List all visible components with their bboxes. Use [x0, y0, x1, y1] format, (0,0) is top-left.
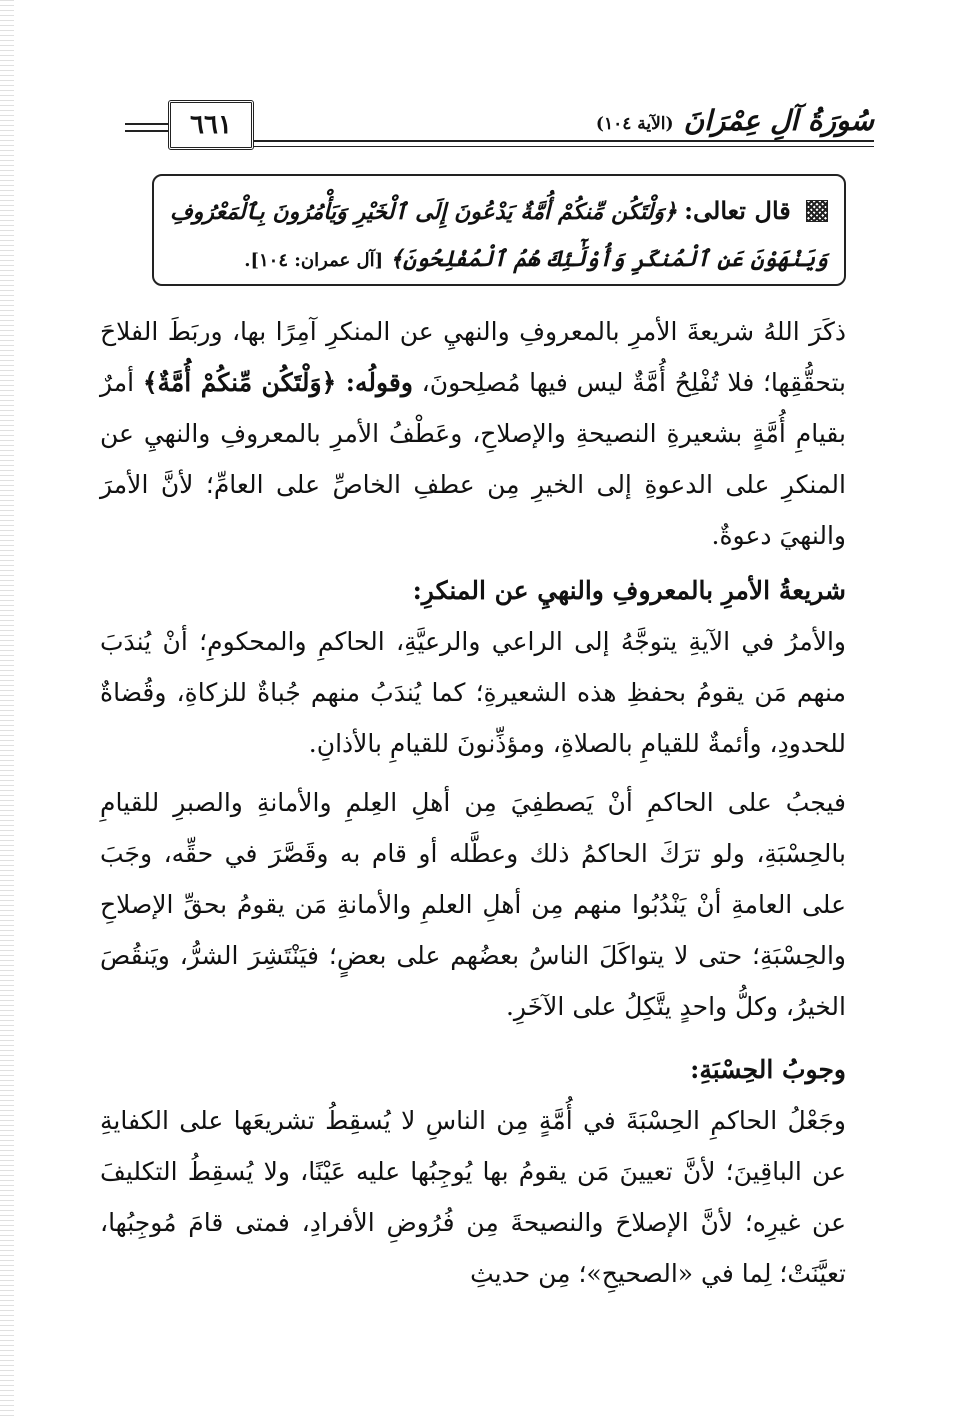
verse-line-2: [170, 236, 828, 284]
paragraph-text: أمرٌ بقيامِ أُمَّةٍ بشعيرةِ النصيحةِ والإصلاحِ، وعَطْفُ الأمرِ بالمعروفِ والنهيِ عن المنكرِ على الدعوةِ إلى الخيرِ مِن عطفِ الخاصِّ على العامِّ؛ لأنَّ الأمرَ والنهيَ دعوةٌ.: [100, 368, 846, 550]
quran-quote: وقولُه: ﴿وَلْتَكُن مِّنكُمْ أُمَّةٌ﴾: [142, 368, 413, 397]
spacer: [100, 769, 846, 777]
paragraph-text: ذكَرَ اللهُ شريعةَ الأمرِ بالمعروفِ والنهيِ عن المنكرِ آمِرًا بها، وربَطَ الفلاحَ بتحقُّقِها؛ فلا تُفْلِحُ أُمَّةٌ ليس فيها مُصلِحونَ،: [100, 317, 847, 397]
paragraph: وجَعْلُ الحاكمِ الحِسْبَةَ في أُمَّةٍ مِن الناسِ لا يُسقِطُ تشريعَها على الكفايةِ عن الباقِينَ؛ لأنَّ تعيينَ مَن يقومُ بها يُوجِبُها عليه عَيْنًا، ولا يُسقِطُ التكليفَ عن غيرِه؛ لأنَّ الإصلاحَ والنصيحةَ مِن فُرُوضِ الأفرادِ، فمتى قامَ مُوجِبُها، تعيَّنَتْ؛ لِما في «الصحيحِ»؛ مِن حديثِ: [100, 1106, 846, 1288]
quran-text: وَيَنْهَوْنَ عَنِ ٱلْمُنكَرِ وَأُوْلَٰٓئِكَ هُمُ ٱلْمُفْلِحُونَ﴾: [390, 246, 828, 272]
sura-title: [596, 95, 874, 137]
quran-text: ﴿وَلْتَكُن مِّنكُمْ أُمَّةٌ يَدْعُونَ إِلَى ٱلْخَيْرِ وَيَأْمُرُونَ بِٱلْمَعْرُوفِ: [170, 199, 677, 225]
header-rule-thin: [252, 146, 874, 147]
section-heading: وجوبُ الحِسْبَةِ:: [690, 1055, 846, 1084]
scan-edge: [0, 0, 14, 1417]
spacer: [100, 1032, 846, 1040]
paragraph: والأمرُ في الآيةِ يتوجَّهُ إلى الراعي والرعيَّةِ، الحاكمِ والمحكومِ؛ أنْ يُندَبَ منهم مَن يقومُ بحفظِ هذه الشعيرةِ؛ كما يُندَبُ منهم جُباةٌ للزكاةِ، وقُضاةٌ للحدودِ، وأئمةٌ للقيامِ بالصلاةِ، ومؤذِّنونَ للقيامِ بالأذانِ.: [100, 627, 846, 758]
verse-reference: [آل عمران: ١٠٤].: [244, 250, 384, 271]
sura-name: سُورَةُ آلِ عِمْرَانَ: [683, 104, 874, 137]
paragraph: فيجبُ على الحاكمِ أنْ يَصطفِيَ مِن أهلِ العِلمِ والأمانةِ والصبرِ للقيامِ بالحِسْبَةِ، ولو ترَكَ الحاكمُ ذلك وعطَّله أو قام به وقَصَّرَ في حقِّه، وجَبَ على العامةِ أنْ يَنْدُبُوا منهم مِن أهلِ العلمِ والأمانةِ مَن يقومُ بحقِّ الإصلاحِ والحِسْبَةِ؛ حتى لا يتواكَلَ الناسُ بعضُهم على بعضٍ؛ فيَنْتَشِرَ الشرُّ، ويَنقُصَ الخيرُ، وكلُّ واحدٍ يتَّكِلُ على الآخَرِ.: [100, 788, 846, 1021]
page-number: ٦٦١: [168, 100, 254, 150]
verse-line-1: [170, 188, 828, 236]
verse-label: (الآية ١٠٤): [595, 114, 674, 134]
section-heading: شريعةُ الأمرِ بالمعروفِ والنهيِ عن المنكرِ:: [412, 576, 846, 605]
page-header: [100, 95, 874, 155]
header-rule: [252, 140, 874, 142]
main-text: [100, 306, 846, 1299]
verse-intro: قال تعالى:: [684, 196, 791, 225]
verse-box: [152, 174, 846, 286]
paragraph: [100, 306, 846, 561]
verse-marker-icon: [806, 200, 828, 222]
